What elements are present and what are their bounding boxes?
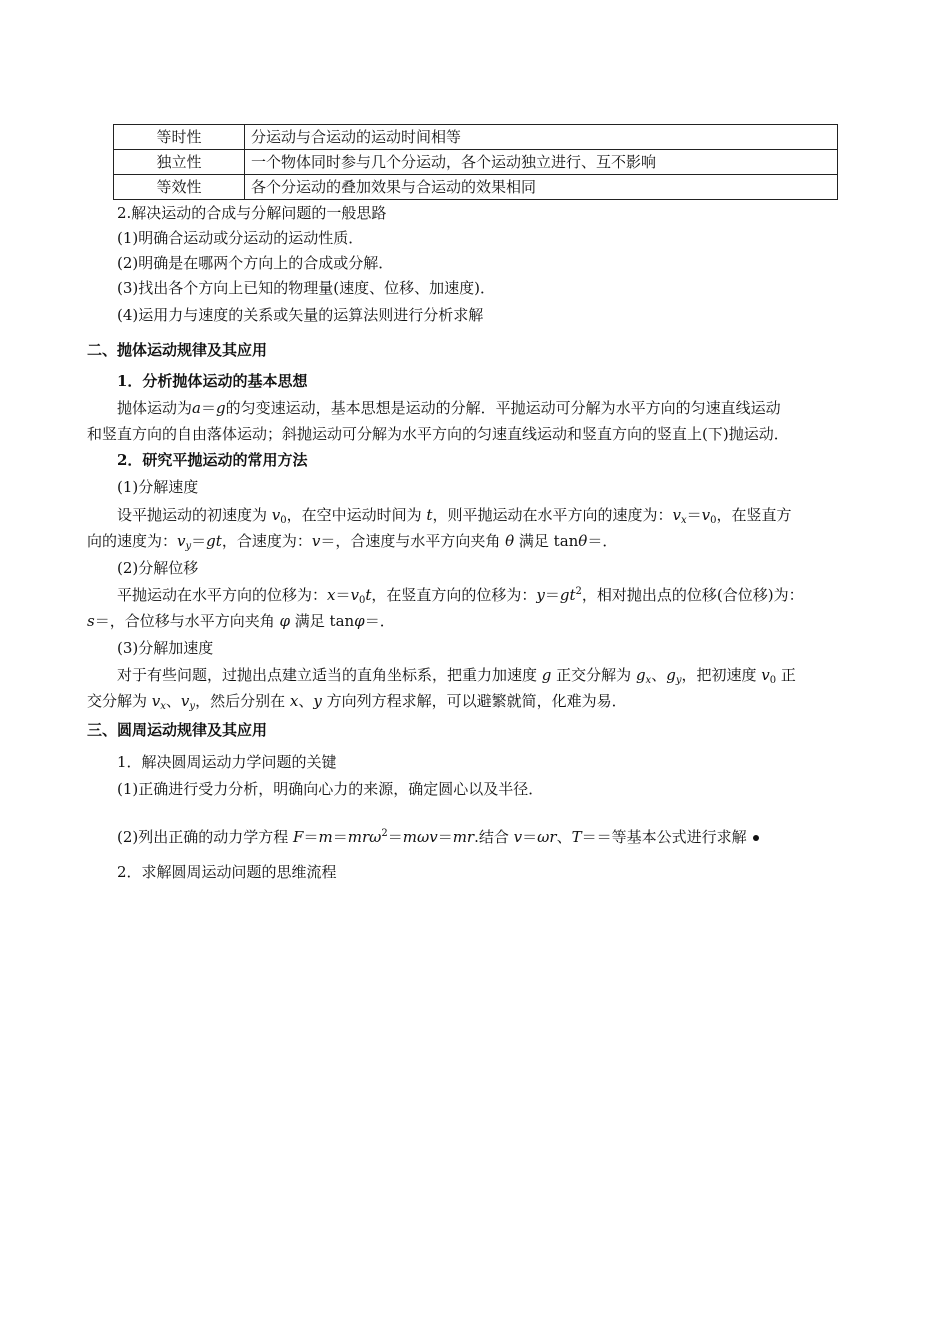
subsection-heading: 2．研究平抛运动的常用方法 — [117, 451, 308, 469]
motion-properties-table — [113, 124, 838, 200]
paragraph-line: (2)列出正确的动力学方程 F＝m＝mrω$^2$＝mωv＝mr.结合 v＝ωr、T＝＝等基本公式进行求解 — [117, 825, 759, 849]
table-cell-key: 等效性 — [114, 175, 245, 200]
list-item: (4)运用力与速度的关系或矢量的运算法则进行分析求解 — [117, 306, 484, 324]
section-heading: 三、圆周运动规律及其应用 — [87, 721, 268, 739]
table-row — [114, 150, 838, 175]
table-cell-key: 等时性 — [114, 125, 245, 150]
sub-heading: (2)分解位移 — [117, 559, 199, 577]
list-item: (1)明确合运动或分运动的运动性质． — [117, 229, 364, 247]
paragraph-line: 设平抛运动的初速度为 $v_0$，在空中运动时间为 t，则平抛运动在水平方向的速度为：$v_x=v_0$，在竖直方 — [117, 506, 792, 526]
paragraph-line: 交分解为 $v_x$、$v_y$，然后分别在 x、y 方向列方程求解，可以避繁就简，化难为易． — [87, 692, 627, 712]
table-row — [114, 175, 838, 200]
table-cell-value: 分运动与合运动的运动时间相等 — [245, 125, 838, 150]
table-cell-key: 独立性 — [114, 150, 245, 175]
subsection-heading: 1．解决圆周运动力学问题的关键 — [117, 753, 337, 771]
list-item: 2.解决运动的合成与分解问题的一般思路 — [117, 204, 387, 222]
paragraph-line: 向的速度为：$v_y=gt$，合速度为：v＝，合速度与水平方向夹角 θ 满足 tanθ＝． — [87, 532, 618, 552]
paragraph-line: 和竖直方向的自由落体运动；斜抛运动可分解为水平方向的匀速直线运动和竖直方向的竖直上(下)抛运动． — [87, 425, 789, 443]
paragraph-line: (1)正确进行受力分析，明确向心力的来源，确定圆心以及半径． — [117, 780, 544, 798]
paragraph-line: 抛体运动为a＝g的匀变速运动，基本思想是运动的分解．平抛运动可分解为水平方向的匀速直线运动 — [117, 399, 781, 417]
table-row — [114, 125, 838, 150]
subsection-heading: 1．分析抛体运动的基本思想 — [117, 372, 308, 390]
sub-heading: (3)分解加速度 — [117, 639, 214, 657]
list-item: (3)找出各个方向上已知的物理量(速度、位移、加速度)． — [117, 279, 495, 297]
list-item: (2)明确是在哪两个方向上的合成或分解． — [117, 254, 394, 272]
paragraph-line: 平抛运动在水平方向的位移为：$x=v_0t$，在竖直方向的位移为：$y=gt^2$，相对抛出点的位移(合位移)为： — [117, 586, 804, 606]
sub-heading: (1)分解速度 — [117, 478, 199, 496]
paragraph-line: 对于有些问题，过抛出点建立适当的直角坐标系，把重力加速度 g 正交分解为 $g_x$、$g_y$，把初速度 $v_0$ 正 — [117, 666, 796, 686]
table-cell-value: 一个物体同时参与几个分运动，各个运动独立进行、互不影响 — [245, 150, 838, 175]
bullet-dot — [753, 835, 759, 841]
paragraph-line: s＝，合位移与水平方向夹角 φ 满足 tanφ＝． — [87, 612, 395, 630]
section-heading: 二、抛体运动规律及其应用 — [87, 341, 268, 359]
subsection-heading: 2．求解圆周运动问题的思维流程 — [117, 863, 337, 881]
table-cell-value: 各个分运动的叠加效果与合运动的效果相同 — [245, 175, 838, 200]
